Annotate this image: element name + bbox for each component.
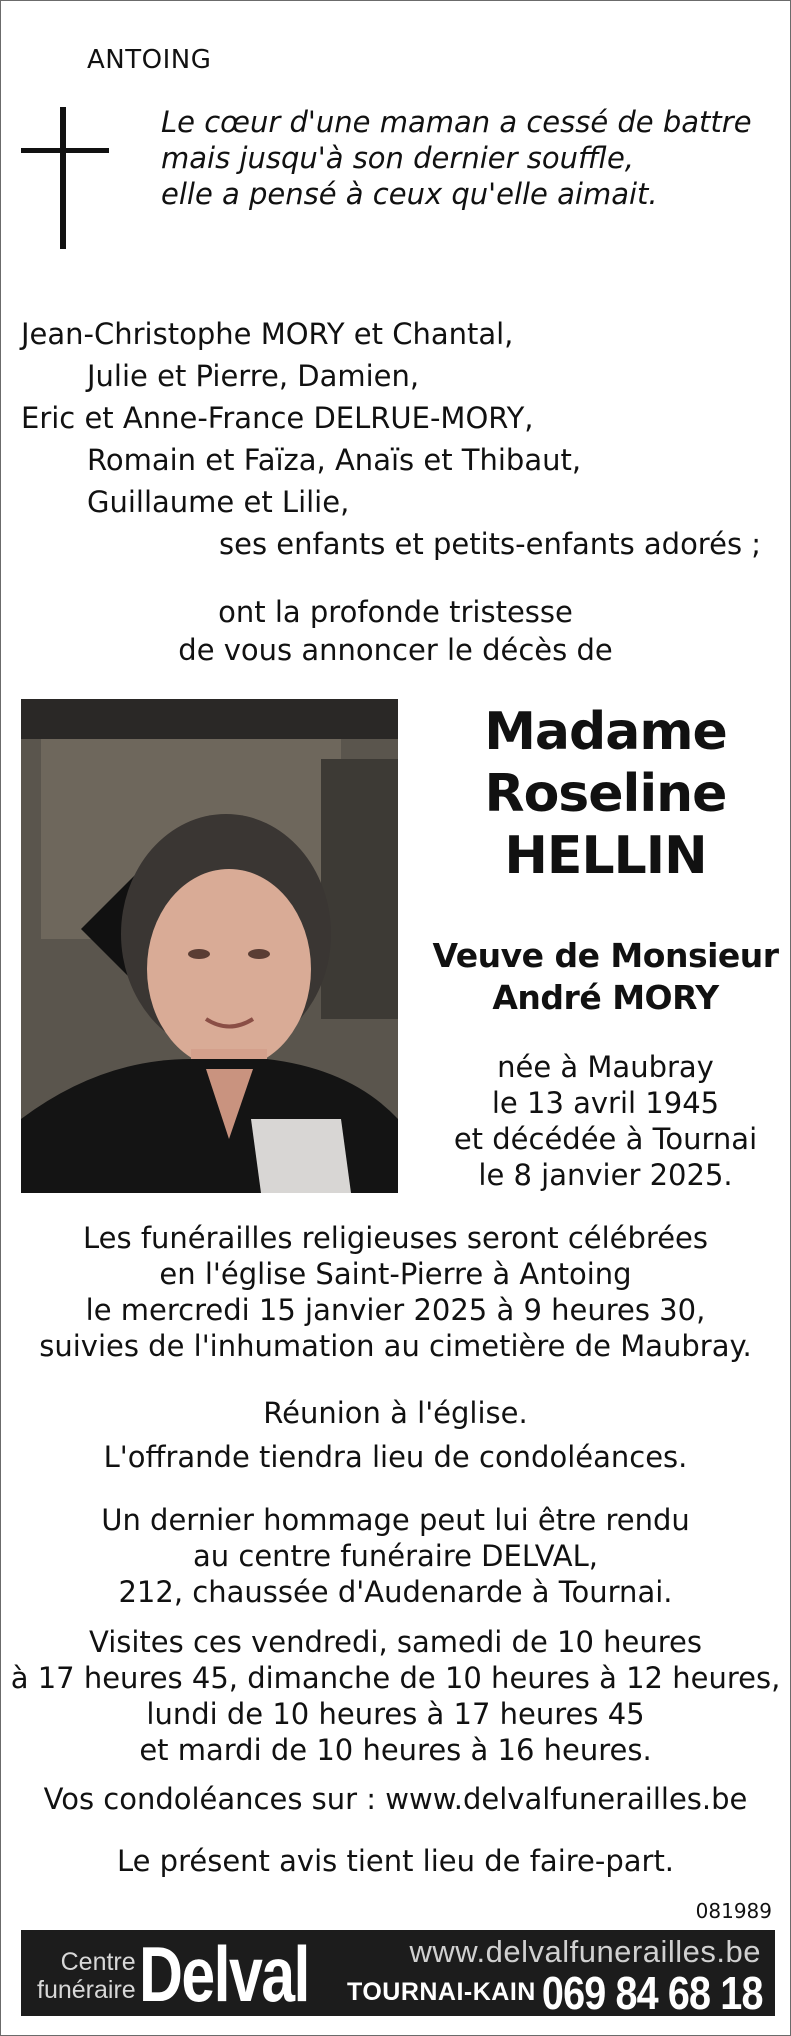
funeral-home-banner <box>21 1930 775 2019</box>
date-line: née à Maubray <box>497 1050 714 1084</box>
funeral-line: Les funérailles religieuses seront célébrées <box>83 1221 708 1255</box>
portrait-photo <box>21 699 398 1193</box>
visiting-hours <box>1 1624 790 1768</box>
announcement-line: de vous annoncer le décès de <box>178 633 613 667</box>
family-list <box>1 313 790 565</box>
date-line: et décédée à Tournai <box>453 1122 758 1156</box>
family-line: Julie et Pierre, Damien, <box>87 359 420 393</box>
town-heading: ANTOING <box>87 45 212 75</box>
funeral-line: en l'église Saint-Pierre à Antoing <box>159 1257 632 1291</box>
condolences-link[interactable]: Vos condoléances sur : www.delvalfunerailles.be <box>43 1782 748 1816</box>
family-line: Eric et Anne-France DELRUE-MORY, <box>21 401 534 435</box>
meeting-line: L'offrande tiendra lieu de condoléances. <box>103 1440 688 1474</box>
hommage-info <box>1 1502 790 1610</box>
announcement <box>1 593 790 669</box>
banner-url[interactable]: www.delvalfunerailles.be <box>409 1934 761 1969</box>
poem-line: mais jusqu'à son dernier souffle, <box>161 141 635 175</box>
banner-centre-line: Centre <box>60 1948 136 1976</box>
banner-centre-label <box>37 1948 136 2004</box>
family-line: ses enfants et petits-enfants adorés ; <box>219 527 762 561</box>
visits-line: Visites ces vendredi, samedi de 10 heures <box>89 1625 702 1659</box>
cross-icon <box>60 107 66 249</box>
widow-line: André MORY <box>492 978 719 1017</box>
faire-part-note: Le présent avis tient lieu de faire-part. <box>116 1844 675 1878</box>
visits-line: lundi de 10 heures à 17 heures 45 <box>146 1697 645 1731</box>
meeting-info <box>1 1391 790 1479</box>
date-line: le 13 avril 1945 <box>491 1086 720 1120</box>
banner-phone[interactable]: 069 84 68 18 <box>542 1967 763 2019</box>
life-dates <box>421 1049 790 1193</box>
banner-brand-logo: Delval <box>139 1930 309 2018</box>
visits-line: à 17 heures 45, dimanche de 10 heures à 12 heures, <box>10 1661 781 1695</box>
banner-centre-line: funéraire <box>37 1976 136 2004</box>
funeral-line: le mercredi 15 janvier 2025 à 9 heures 30, <box>85 1293 706 1327</box>
date-line: le 8 janvier 2025. <box>478 1158 733 1192</box>
hommage-line: au centre funéraire DELVAL, <box>193 1539 598 1573</box>
meeting-line: Réunion à l'église. <box>263 1396 528 1430</box>
name-first: Roseline <box>484 764 727 824</box>
reference-number: 081989 <box>695 1899 772 1923</box>
announcement-line: ont la profonde tristesse <box>218 595 573 629</box>
family-line: Guillaume et Lilie, <box>87 485 350 519</box>
poem <box>161 104 752 212</box>
name-last: HELLIN <box>504 826 707 886</box>
poem-line: Le cœur d'une maman a cessé de battre <box>161 105 752 139</box>
widow-of <box>421 935 790 1019</box>
widow-line: Veuve de Monsieur <box>432 936 779 975</box>
visits-line: et mardi de 10 heures à 16 heures. <box>139 1733 652 1767</box>
banner-location: TOURNAI-KAIN <box>347 1978 536 2006</box>
family-line: Romain et Faïza, Anaïs et Thibaut, <box>87 443 582 477</box>
cross-icon-bar <box>21 148 109 153</box>
name-title: Madame <box>484 702 727 762</box>
family-line: Jean-Christophe MORY et Chantal, <box>21 317 514 351</box>
deceased-name <box>421 701 790 887</box>
hommage-line: Un dernier hommage peut lui être rendu <box>101 1503 690 1537</box>
hommage-line: 212, chaussée d'Audenarde à Tournai. <box>118 1575 673 1609</box>
poem-line: elle a pensé à ceux qu'elle aimait. <box>161 177 658 211</box>
funeral-line: suivies de l'inhumation au cimetière de Maubray. <box>39 1329 752 1363</box>
funeral-details <box>1 1220 790 1364</box>
